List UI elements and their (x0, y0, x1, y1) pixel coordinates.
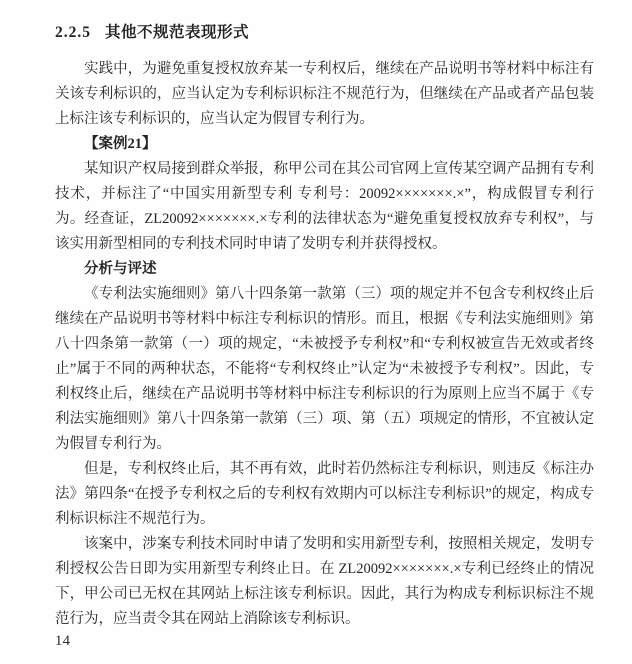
intro-paragraph: 实践中，为避免重复授权放弃某一专利权后，继续在产品说明书等材料中标注有关该专利标识的，应当认定为专利标识标注不规范行为，但继续在产品或者产品包装上标注该专利标识的，应当认定为假冒专利行为。 (55, 61, 594, 127)
case-body-paragraph: 某知识产权局接到群众举报，称甲公司在其公司官网上宣传某空调产品拥有专利技术，并标注了“中国实用新型专利 专利号：20092×××××××.×”，构成假冒专利行为。经查证，ZL20092×××××××.×专利的法律状态为“避免重复授权放弃专利权”，与该实用新型相同的专利技术同时申请了发明专利并获得授权。 (55, 161, 594, 252)
document-body (55, 57, 594, 632)
section-number: 2.2.5 (55, 24, 91, 41)
case-label: 【案例21】 (84, 136, 157, 152)
analysis-paragraph-3: 该案中，涉案专利技术同时申请了发明和实用新型专利，按照相关规定，发明专利授权公告日即为实用新型专利终止日。在 ZL20092×××××××.×专利已经终止的情况下，甲公司已无权在其网站上标注该专利标识。因此，其行为构成专利标识标注不规范行为，应当责令其在网站上消除该专利标识。 (55, 536, 594, 627)
analysis-paragraph-1: 《专利法实施细则》第八十四条第一款第（三）项的规定并不包含专利权终止后继续在产品说明书等材料中标注专利标识的情形。而且，根据《专利法实施细则》第八十四条第一款第（一）项的规定，“未被授予专利权”和“专利权被宣告无效或者终止”属于不同的两种状态，不能将“专利权终止”认定为“未被授予专利权”。因此，专利权终止后，继续在产品说明书等材料中标注专利标识的行为原则上应当不属于《专利法实施细则》第八十四条第一款第（三）项、第（五）项规定的情形，不宜被认定为假冒专利行为。 (55, 286, 594, 452)
analysis-paragraph-2: 但是，专利权终止后，其不再有效，此时若仍然标注专利标识，则违反《标注办法》第四条“在授予专利权之后的专利权有效期内可以标注专利标识”的规定，构成专利标识标注不规范行为。 (55, 461, 594, 527)
section-title: 其他不规范表现形式 (105, 24, 250, 41)
page-number: 14 (55, 633, 71, 649)
section-heading (55, 20, 594, 42)
analysis-heading: 分析与评述 (84, 261, 157, 277)
